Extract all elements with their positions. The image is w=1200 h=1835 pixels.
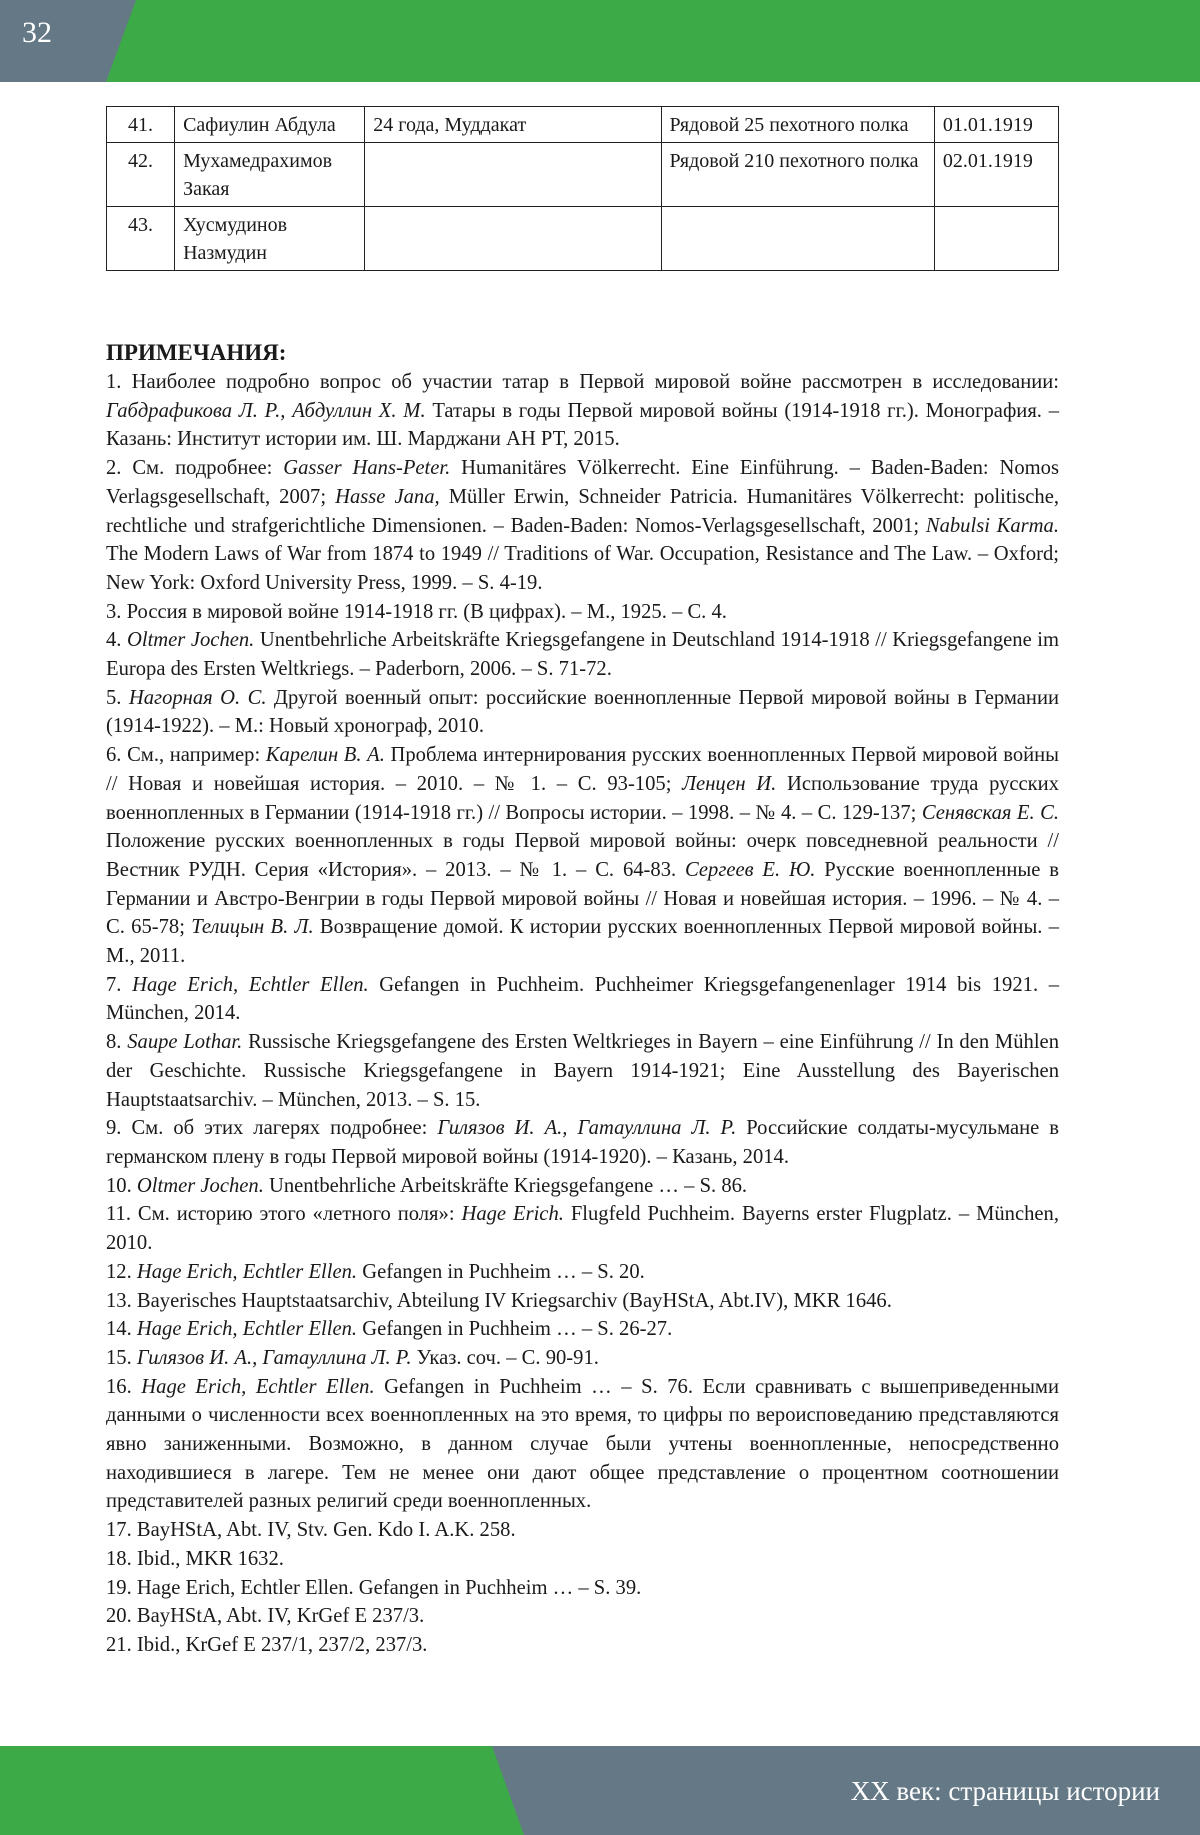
notes-list [106,368,1059,1660]
note-author: Телицын В. Л. [191,916,314,939]
note-item [106,598,1059,627]
note-text: 4. [106,629,127,652]
note-text: 7. [106,973,133,996]
table-cell [934,207,1058,271]
note-item [106,1315,1059,1344]
table-cell [365,143,661,207]
note-item [106,626,1059,683]
table-cell: 43. [107,207,175,271]
note-text: Müller Erwin, Schneider Patricia. Humanitäres Völkerrecht: politische, rechtliche und strafgerichtliche Dimensionen. – Baden-Baden: Nomos-Verlagsgesellschaft, 2001; [106,485,1059,537]
note-text: Русские военнопленные в Германии и Австро-Венгрии в годы Первой мировой войны // Новая и новейшая история. – 1996. – № 4. – С. 65-78; [106,858,1059,939]
note-text: 20. BayHStA, Abt. IV, KrGef E 237/3. [106,1605,425,1628]
note-text: Gefangen in Puchheim. Puchheimer Kriegsgefangenenlager 1914 bis 1921. – München, 2014. [106,973,1060,1025]
table-cell: 42. [107,143,175,207]
note-author: Hasse Jana, [335,485,440,508]
note-text: 14. [106,1318,137,1341]
note-item [106,1602,1059,1631]
note-author: Нагорная О. С. [128,686,267,709]
roster-table [106,106,1059,271]
note-item [106,684,1059,741]
note-item [106,1631,1059,1660]
note-item [106,1287,1059,1316]
note-text: 3. Россия в мировой войне 1914-1918 гг. (В цифрах). – М., 1925. – С. 4. [106,600,727,623]
note-text: 6. См., например: [106,744,266,767]
table-row [107,107,1059,143]
note-author: Hage Erich, Echtler Ellen. [136,1260,358,1283]
note-text: Положение русских военнопленных в годы Первой мировой войны: очерк повседневной реальности // Вестник РУДН. Серия «История». – 2013. – № 1. – С. 64-83. [106,830,1059,881]
note-text: 11. См. историю этого «летного поля»: [106,1203,462,1226]
note-text: Russische Kriegsgefangene des Ersten Weltkrieges in Bayern – eine Einführung // In den Mühlen der Geschichte. Russische Kriegsgefangene in Bayern 1914-1921; Eine Ausstellung des Bayerischen Hauptstaatsarchiv. – München, 2013. – S. 15. [106,1031,1059,1111]
note-item [106,1545,1059,1574]
note-text: Unentbehrliche Arbeitskräfte Kriegsgefangene … – S. 86. [263,1174,748,1197]
note-text: Unentbehrliche Arbeitskräfte Kriegsgefangene in Deutschland 1914-1918 // Kriegsgefangene im Europa des Ersten Weltkriegs. – Paderborn, 2006. – S. 71-72. [106,629,1059,681]
note-author: Nabulsi Karma. [925,514,1059,537]
note-author: Hage Erich, Echtler Ellen. [136,1318,358,1341]
table-row [107,207,1059,271]
table-cell: Рядовой 25 пехотного полка [661,107,934,143]
note-author: Oltmer Jochen. [126,629,255,652]
note-text: The Modern Laws of War from 1874 to 1949 // Traditions of War. Occupation, Resistance and The Law. – Oxford; New York: Oxford University Press, 1999. – S. 4-19. [106,543,1059,594]
note-item [106,1516,1059,1545]
note-text: 9. См. об этих лагерях подробнее: [106,1117,438,1140]
note-item [106,1574,1059,1603]
page-footer [0,1746,1200,1835]
note-author: Сергеев Е. Ю. [685,858,816,881]
note-text: 12. [106,1260,137,1283]
note-text: 1. Наиболее подробно вопрос об участии татар в Первой мировой войне рассмотрен в исследовании: [106,371,1059,393]
page-header [0,0,1200,82]
note-author: Hage Erich, Echtler Ellen. [132,973,369,996]
note-text: Gefangen in Puchheim … – S. 26-27. [357,1318,673,1341]
note-item [106,1172,1059,1201]
note-text: Flugfeld Puchheim. Bayerns erster Flugplatz. – München, 2010. [106,1203,1060,1255]
note-author: Сенявская Е. С. [921,801,1060,824]
note-author: Gasser Hans-Peter. [283,457,451,480]
note-text: 8. [106,1031,128,1054]
note-text: Использование труда русских военнопленных в Германии (1914-1918 гг.) // Вопросы истории. – 1998. – № 4. – С. 129-137; [106,772,1059,824]
journal-title: XX век: страницы истории [850,1776,1160,1806]
note-text: 13. Bayerisches Hauptstaatsarchiv, Abteilung IV Kriegsarchiv (BayHStA, Abt.IV), MKR 1646. [106,1289,892,1312]
note-text: 10. [106,1174,137,1197]
table-cell: Рядовой 210 пехотного полка [661,143,934,207]
header-band [0,0,1200,82]
note-text: 21. Ibid., KrGef E 237/1, 237/2, 237/3. [106,1633,428,1656]
note-item [106,971,1059,1028]
notes-title: ПРИМЕЧАНИЯ: [106,340,287,365]
note-text: Возвращение домой. К истории русских военнопленных Первой мировой войны. – М., 2011. [106,916,1059,968]
note-author: Карелин В. А. [265,744,385,767]
note-author: Oltmer Jochen. [136,1174,264,1197]
note-text: 16. [106,1375,142,1398]
note-item [106,741,1059,971]
note-text: Humanitäres Völkerrecht. Eine Einführung. – Baden-Baden: Nomos Verlagsgesellschaft, 2007; [106,457,1059,508]
note-item [106,1344,1059,1373]
table-cell: 02.01.1919 [934,143,1058,207]
table-cell [661,207,934,271]
note-text: Gefangen in Puchheim … – S. 76. Если сравнивать с вышеприведенными данными о численности всех военнопленных на это время, то цифры по вероисповеданию представляются явно заниженными. Возможно, в данном случае были учтены военнопленные, непосредственно находившиеся в лагере. Тем не менее они дают общее представление о процентном соотношении представителей разных религий среди военнопленных. [106,1375,1059,1513]
notes-section [106,338,1059,1660]
note-author: Hage Erich. [461,1203,564,1226]
page-number: 32 [22,16,52,49]
note-text: Gefangen in Puchheim … – S. 20. [357,1260,645,1283]
note-text: 2. См. подробнее: [106,457,284,480]
note-author: Ленцен И. [682,772,777,795]
note-text: Другой военный опыт: российские военнопленные Первой мировой войны в Германии (1914-1922). – М.: Новый хронограф, 2010. [106,686,1059,738]
note-text: Российские солдаты-мусульмане в германском плену в годы Первой мировой войны (1914-1920). – Казань, 2014. [106,1117,1059,1168]
note-item [106,1114,1059,1171]
header-green-band [0,0,1200,82]
table-cell: Хусмудинов Назмудин [175,207,365,271]
note-item [106,454,1059,598]
note-text: Указ. соч. – С. 90-91. [411,1346,599,1369]
note-author: Гилязов И. А., Гатауллина Л. Р. [437,1117,737,1140]
note-item [106,1258,1059,1287]
note-text: 5. [106,686,129,709]
note-item [106,1373,1059,1517]
table-cell: 41. [107,107,175,143]
note-text: 17. BayHStA, Abt. IV, Stv. Gen. Kdo I. A.K. 258. [106,1519,516,1542]
note-author: Saupe Lothar. [127,1031,243,1054]
footer-green-tab [0,1746,524,1835]
note-author: Hage Erich, Echtler Ellen. [141,1375,375,1398]
table-cell: 24 года, Муддакат [365,107,661,143]
note-item [106,1200,1059,1257]
table-cell: Сафиулин Абдула [175,107,365,143]
note-item [106,368,1059,454]
table-cell: Мухамедрахимов Закая [175,143,365,207]
note-text: 19. Hage Erich, Echtler Ellen. Gefangen in Puchheim … – S. 39. [106,1576,642,1599]
note-text: Татары в годы Первой мировой войны (1914-1918 гг.). Монография. – Казань: Институт истории им. Ш. Марджани АН РТ, 2015. [106,399,1059,451]
table-row [107,143,1059,207]
table-cell: 01.01.1919 [934,107,1058,143]
note-author: Гилязов И. А., Гатауллина Л. Р. [136,1346,412,1369]
note-text: 15. [106,1346,137,1369]
note-text: Проблема интернирования русских военнопленных Первой мировой войны // Новая и новейшая история. – 2010. – № 1. – С. 93-105; [106,744,1059,795]
note-author: Габдрафикова Л. Р., Абдуллин Х. М. [106,399,426,422]
note-item [106,1028,1059,1114]
note-text: 18. Ibid., MKR 1632. [106,1547,284,1570]
table-cell [365,207,661,271]
